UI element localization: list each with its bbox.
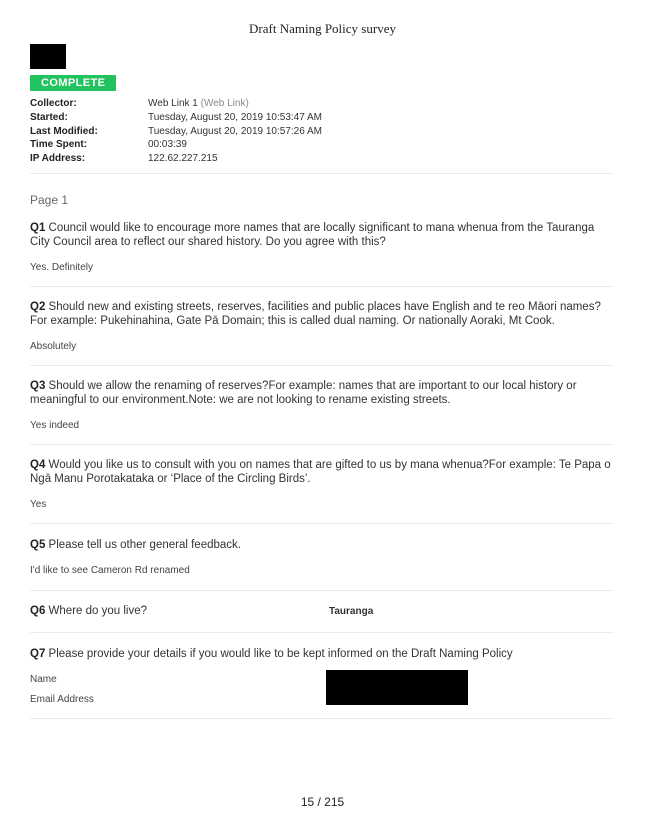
answer-1: Yes. Definitely [30, 262, 93, 273]
question-text: Please tell us other general feedback. [48, 539, 241, 551]
answer-3: Yes indeed [30, 420, 80, 431]
divider [30, 632, 614, 633]
ip-address-label: IP Address: [30, 153, 86, 165]
collector-label: Collector: [30, 98, 77, 109]
question-text: Council would like to encourage more names that are locally significant to mana whenua from the Tauranga City Council area to reflect our shared history. Do you agree with this? [30, 222, 595, 248]
answer-6: Tauranga [329, 606, 374, 617]
divider [30, 444, 614, 445]
question-text: Where do you live? [48, 605, 147, 617]
time-spent-row [30, 138, 322, 152]
question-number: Q2 [30, 301, 46, 313]
last-modified-value: Tuesday, August 20, 2019 10:57:26 AM [148, 125, 323, 137]
divider [30, 523, 614, 524]
question-6 [30, 604, 310, 618]
field-label-name: Name [30, 674, 57, 685]
document-title: Draft Naming Policy survey [249, 21, 396, 36]
question-5 [30, 538, 614, 552]
question-number: Q3 [30, 380, 46, 392]
question-2 [30, 300, 614, 328]
divider [30, 718, 614, 719]
time-spent-value: 00:03:39 [148, 139, 187, 151]
question-3 [30, 379, 614, 407]
question-1 [30, 221, 614, 249]
question-number: Q7 [30, 648, 46, 660]
question-number: Q1 [30, 222, 46, 234]
question-text: Should new and existing streets, reserves, facilities and public places have English and te reo Māori names?For example: Pukehinahina, Gate Pā Domain; this is called dual naming. Or nationally Aoraki, Mt Cook. [30, 301, 601, 327]
collector-row [30, 97, 322, 111]
question-number: Q4 [30, 459, 46, 471]
redacted-logo [30, 44, 66, 69]
answer-5: I'd like to see Cameron Rd renamed [30, 565, 190, 576]
status-badge: COMPLETE [30, 75, 116, 91]
divider [30, 286, 614, 287]
divider [30, 173, 614, 174]
question-text: Should we allow the renaming of reserves?For example: names that are important to our local history or meaningful to our environment.Note: we are not looking to rename existing streets. [30, 380, 577, 406]
time-spent-label: Time Spent: [30, 139, 88, 151]
started-label: Started: [30, 111, 68, 123]
question-text: Please provide your details if you would like to be kept informed on the Draft Naming Policy [48, 648, 513, 660]
divider [30, 365, 614, 366]
question-text: Would you like us to consult with you on names that are gifted to us by mana whenua?For example: Te Papa o Ngā Manu Porotakataka or ‘Place of the Circling Birds’. [30, 459, 611, 485]
response-metadata [30, 97, 322, 166]
last-modified-label: Last Modified: [30, 125, 98, 137]
divider [30, 590, 614, 591]
question-7 [30, 647, 614, 661]
last-modified-row [30, 125, 322, 139]
collector-type: (Web Link) [200, 98, 249, 109]
redacted-contact-details [326, 670, 468, 705]
ip-address-row [30, 152, 322, 166]
question-number: Q5 [30, 539, 46, 551]
collector-value [148, 98, 249, 109]
field-label-email: Email Address [30, 694, 94, 705]
collector-name: Web Link 1 [148, 98, 198, 109]
question-4 [30, 458, 614, 486]
question-number: Q6 [30, 605, 46, 617]
answer-2: Absolutely [30, 341, 77, 352]
page-label: Page 1 [30, 193, 69, 207]
answer-4: Yes [30, 499, 47, 510]
started-row [30, 111, 322, 125]
started-value: Tuesday, August 20, 2019 10:53:47 AM [148, 111, 323, 123]
ip-address-value: 122.62.227.215 [148, 153, 218, 165]
page-number: 15 / 215 [300, 795, 345, 809]
